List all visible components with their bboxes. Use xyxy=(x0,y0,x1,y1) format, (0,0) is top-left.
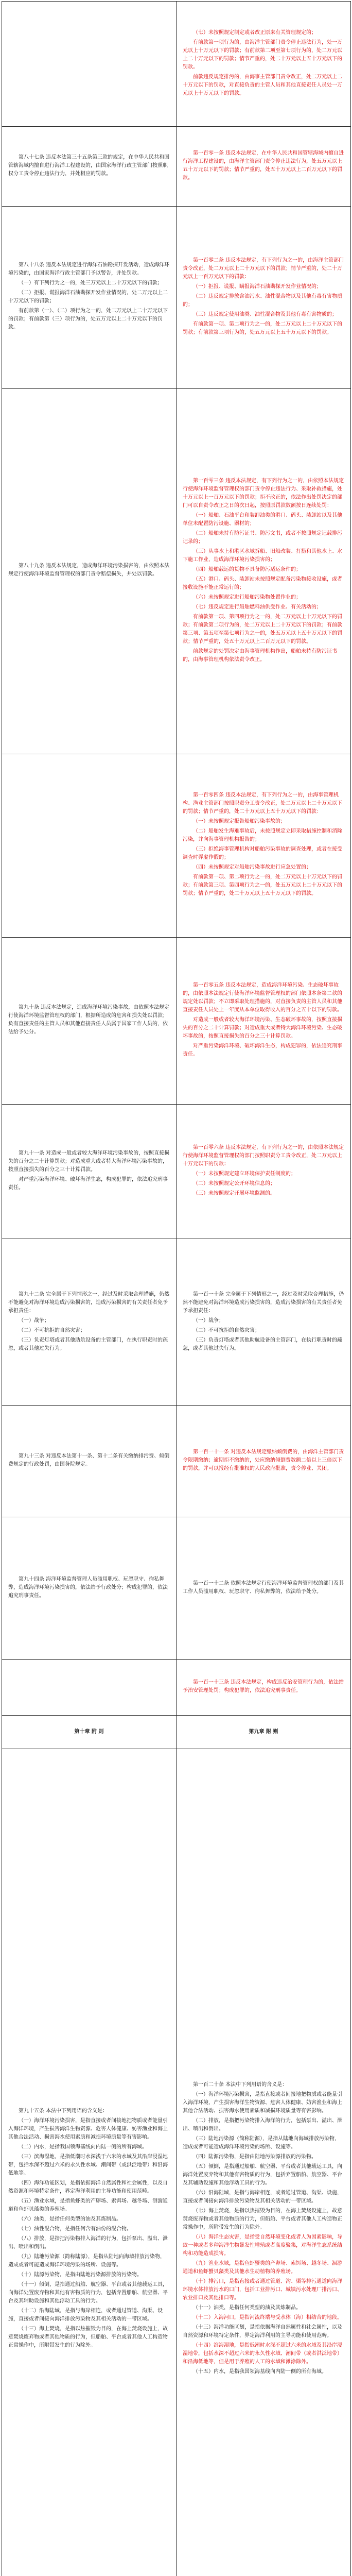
paragraph: （十）排污口，是指直接或者通过管道、沟、渠等排污通道向海洋环境水体排放污水的口门，包括工业排污口、城镇污水处理厂排污口、农业排口及其他排口等。 xyxy=(183,2278,342,2301)
old-version-cell xyxy=(2,754,177,937)
paragraph: （七）未按照规定制定或者改正原来有关管理规定的； xyxy=(193,29,316,36)
paragraph: 有前款第一项、第四项行为之一的，处二万元以上十万元以下的罚款；有前款第二项行为的，处二万元以上二十万元以下的罚款；有前款第三项、第五项至第七项行为之一的，处五万元以上五十万元以下的罚款；情节严重的，处五十万元以上二百万元以下的罚款。 xyxy=(183,614,342,645)
table-row xyxy=(2,389,351,754)
paragraph: （四）未按照规定对船舶污染事故进行应急处置的； xyxy=(193,865,311,871)
cell-content xyxy=(177,1443,350,1480)
new-version-cell xyxy=(177,1406,351,1517)
cell-content xyxy=(2,1570,176,1607)
cell-content xyxy=(177,1574,350,1603)
paragraph: 第九十一条 对造成一般或者较大海洋环境污染事故的，按照直接损失的百分之二十计算罚款；对造成重大或者特大海洋环境污染事故的，按照直接损失的百分之三十计算罚款。 xyxy=(8,1150,170,1173)
table-row xyxy=(2,1517,351,1659)
paragraph: （二）船舶未持有防污证书、防污文书，或者不按照规定记载排污记录的； xyxy=(183,530,342,545)
paragraph: （三）未按照规定开展环境监测的。 xyxy=(193,1191,275,1196)
paragraph: 第一百二十条 本法中下列用语的含义是： xyxy=(193,2081,288,2088)
paragraph: 对严重污染海洋环境、破坏海洋生态，构成犯罪的，依法追究刑事责任。 xyxy=(183,1043,342,1057)
cell-content xyxy=(2,1683,176,1693)
paragraph: （十三）海上焚烧，是指以热摧毁为目的，在海上焚烧设施上，故意焚烧废弃物或者其他物质的行为，但船舶、平台或者其他人工构造物正常操作中，所附带发生的行为除外。 xyxy=(8,2326,168,2348)
paragraph: （一）海洋环境污染损害，是指直接或者间接地把物质或者能量引入海洋环境，产生损害海洋生物资源、危害人体健康、妨害渔业和海上其他合法活动、损害海水使用素质和减损环境质量等有害影响。 xyxy=(183,2091,342,2114)
new-version-cell xyxy=(177,937,351,1104)
cell-content xyxy=(177,786,350,905)
paragraph: （十五）内水，是指我国领海基线向内陆一侧的所有海域。 xyxy=(193,2368,327,2375)
table-row xyxy=(2,2,351,127)
paragraph: 有前款第（一）、（二）项行为之一的，处二万元以上二十万元以下的罚款；有前款第（三）项行为的，处五万元以上二十万元以下的罚款。 xyxy=(8,308,168,331)
table-row xyxy=(2,1660,351,1716)
paragraph: （四）海洋功能区划，是指依据海洋自然属性和社会属性，以及自然资源和环境特定条件，界定海洋利用的主导功能和使用范畴。 xyxy=(8,2180,168,2194)
table-row xyxy=(2,206,351,388)
paragraph: （八）海洋生态灾害，是指受自然环境变化或者人为因素影响，导致一种或者多种海洋生物暴发性增殖或者高度聚集，对海洋生态系统结构和功能造成损害。 xyxy=(183,2234,342,2257)
cell-content xyxy=(177,251,350,344)
new-version-cell xyxy=(177,1517,351,1659)
paragraph: （二）违反规定排放含油污水、油性混合物以及其他有毒有害物质的； xyxy=(183,293,342,308)
chapter-heading: 第十章 附 则 xyxy=(74,1728,104,1735)
paragraph: （三）拒绝海事管理机构对船舶污染事故的调查处理，或者在接受调查时弄虚作假的； xyxy=(183,846,342,861)
paragraph: （一）战争； xyxy=(193,1317,224,1324)
paragraph: （三）从事水上和港区水域拆船、旧船改装、打捞和其他水上、水下施工作业，造成海洋环境污染损害的； xyxy=(183,548,342,563)
table-row xyxy=(2,1716,351,1749)
chapter-heading: 第九章 附 则 xyxy=(249,1728,278,1735)
cell-content xyxy=(2,1723,176,1741)
cell-content xyxy=(177,2076,350,2383)
paragraph: 第九十四条 海洋环境监督管理人员滥用职权、玩忽职守、徇私舞弊，造成海洋环境污染损害的，依法给予行政处分；构成犯罪的，依法追究刑事责任。 xyxy=(8,1576,168,1599)
paragraph: （一）海洋环境污染损害，是指直接或者间接地把物质或者能量引入海洋环境，产生损害海洋生物资源、危害人体健康、妨害渔业和海上其他合法活动、损害海水使用素质和减损环境质量等有害影响。 xyxy=(8,2117,168,2140)
paragraph: （二）未按照规定公开环境信息的； xyxy=(193,1181,275,1187)
old-version-cell xyxy=(2,937,177,1104)
paragraph: 第九十二条 完全属于下列情形之一，经过及时采取合理措施，仍然不能避免对海洋环境造成污染损害的，造成污染损害的有关责任者免予承担责任： xyxy=(8,1291,170,1314)
paragraph: 第一百一十三条 违反本法规定，构成违反治安管理行为的，依法给予治安管理处罚；构成犯罪的，依法追究刑事责任。 xyxy=(183,1680,344,1694)
cell-content xyxy=(2,1285,176,1360)
paragraph: 第九十三条 对违反本法第十一条、第十二条有关缴纳排污费、倾倒费规定的行政处罚，由国务院规定。 xyxy=(8,1453,170,1467)
cell-content xyxy=(177,976,350,1065)
paragraph: （八）排放，是指把污染物排入海洋的行为，包括泵出、溢出、泄出、喷出和倒出。 xyxy=(8,2235,168,2250)
new-version-cell xyxy=(177,206,351,388)
old-version-cell xyxy=(2,1517,177,1659)
cell-content xyxy=(177,1723,350,1741)
paragraph: （十）陆源污染物，是指由陆地污染源排放的污染物。 xyxy=(19,2272,142,2278)
paragraph: 第一百零五条 违反本法规定，造成海洋环境污染、生态破坏事故的，由依照本法规定行使海洋环境监督管理权的部门依照本条第二款的规定处以罚款；不立即采取处理措施的，对直接负责的主管人员和其他直接责任人员处上一年度从本单位取得收入的百分之五十以下的罚款。 xyxy=(183,982,342,1013)
new-version-cell xyxy=(177,1716,351,1749)
paragraph: 第一百零一条 违反本法规定，在中华人民共和国管辖海域内擅自进行海洋工程建设的，由海洋主管部门责令停止违法行为，处五万元以上五十万元以下的罚款；情节严重的，处五十万元以上二百万元以下的罚款。 xyxy=(183,150,344,181)
paragraph: （七）违反规定进行船舶燃料油供受作业、有关活动的； xyxy=(193,604,322,610)
cell-content xyxy=(177,1285,350,1360)
paragraph: （四）船舶载运的货物不具备防污适运条件的； xyxy=(193,566,301,572)
cell-content xyxy=(2,148,176,185)
paragraph: （五）渔业水域，是指鱼虾类的产卵场、索饵场、越冬场、洄游通道和鱼虾贝藻类的养殖场。 xyxy=(8,2198,168,2212)
paragraph: （十二）沿海陆域，是指与海岸相连，或者通过管道、沟渠、设施，直接或者间接向海洋排放污染物及其相关活动的一带区域。 xyxy=(8,2308,163,2322)
paragraph: 有前款第一项、第二项行为之一的，处二万元以上二十万元以下的罚款；有前款第三项行为的，处五万元以上五十万元以下的罚款。 xyxy=(183,321,342,335)
paragraph: 第一百零三条 违反本法规定，有下列行为之一的，由依照本法规定行使海洋环境监督管理权的部门责令停止违法行为、采取补救措施，处十万元以上一百万元以下的罚款；拒不改正的，依法作出处罚决定的部门可以自责令改正之日的次日起，按照原罚款数额按日连续处罚： xyxy=(183,478,344,509)
new-version-cell xyxy=(177,389,351,754)
new-version-cell xyxy=(177,754,351,937)
cell-content xyxy=(177,144,350,189)
new-version-cell xyxy=(177,127,351,206)
paragraph: （七）海上焚烧，是指以热摧毁为目的，在海上焚烧设施上，故意焚烧废弃物或者其他物质的行为，但船舶、平台或者其他人工构造物正常操作中，所附带发生的行为除外。 xyxy=(183,2208,342,2230)
cell-content xyxy=(2,2102,176,2357)
new-version-cell xyxy=(177,1239,351,1406)
table-row xyxy=(2,1406,351,1517)
paragraph: 对造成一般或者较大海洋环境污染、生态破坏事故的，按照直接损失的百分之二十计算罚款；对造成重大或者特大海洋环境污染、生态破坏事故的，按照直接损失的百分之三十计算罚款。 xyxy=(183,1016,342,1039)
paragraph: （十四）滨海湿地，是指低潮时水深不超过六米的水域及其沿岸浸湿地带，包括水深不超过六米的永久性水域、潮间带（或者洪泛地带）和沿海低地等，但是用于养殖的人工的水域和滩涂除外。 xyxy=(183,2342,342,2365)
paragraph: 第一百一十二条 依照本法规定行使海洋环境监督管理权的部门及其工作人员滥用职权、玩忽职守、徇私舞弊的，依法给予处分。 xyxy=(183,1580,344,1595)
paragraph: （一）有下列行为之一的，处三万元以上二十万元以下的罚款； xyxy=(19,280,163,286)
paragraph: （十一）油类，是指任何类型的油及其炼制品。 xyxy=(193,2304,301,2311)
old-version-cell xyxy=(2,1749,177,2576)
paragraph: 第八十七条 违反本法第三十五条第三款的规定，在中华人民共和国管辖海域内擅自进行海洋工程建设的，由国家海洋行政主管部门按照职权分工责令停止违法行为，并处相应的罚款。 xyxy=(8,154,170,177)
old-version-cell xyxy=(2,1660,177,1716)
paragraph: （一）船舶、石油平台和装卸油类的港口、码头、装卸站以及其他单位未配置防污设施、器材的； xyxy=(183,512,342,527)
paragraph: 有前款第一项、第二项行为之一的，处二万元以上十万元以下的罚款；有前款第三项、第四项行为之一的，处五万元以上二十万元以下的罚款；情节严重的，处二十万元以上五十万元以下的罚款。 xyxy=(183,874,342,897)
table-body xyxy=(2,2,351,2576)
paragraph: 第八十八条 违反本法规定进行海洋石油勘探开发活动，造成海洋环境污染的，由国家海洋行政主管部门予以警告，并处罚款。 xyxy=(8,262,170,277)
cell-content xyxy=(177,1139,350,1205)
paragraph: （一）拒报、谎报、瞒报海洋石油勘探开发作业情况的； xyxy=(193,283,322,290)
table-row xyxy=(2,754,351,937)
paragraph: （二）不可抗拒的自然灾害； xyxy=(19,1327,85,1333)
paragraph: （六）油类，是指任何类型的油及其炼制品。 xyxy=(19,2216,121,2222)
old-version-cell xyxy=(2,1406,177,1517)
paragraph: （十二）入海河口，是指河流终端与受水体（海）相结合的地段。 xyxy=(193,2314,342,2320)
table-row xyxy=(2,127,351,206)
paragraph: （五）港口、码头、装卸站未按照规定配备污染物接收设施，或者接收设施不能正常运行的； xyxy=(183,576,342,590)
paragraph: （七）油性混合物，是指任何含有油份的混合物。 xyxy=(19,2226,132,2232)
paragraph: （十一）倾倒，是指通过船舶、航空器、平台或者其他载运工具，向海洋处置废弃物和其他有害物质的行为，包括弃置船舶、航空器、平台及其辅助设施和其他浮动工具的行为。 xyxy=(8,2281,168,2304)
cell-content xyxy=(177,1673,350,1702)
new-version-cell xyxy=(177,1749,351,2576)
new-version-cell xyxy=(177,1660,351,1716)
law-comparison-table xyxy=(2,1,351,2576)
paragraph: 对严重污染海洋环境、破坏海洋生态，构成犯罪的，依法追究刑事责任。 xyxy=(8,1177,168,1191)
paragraph: 第一百一十一条 对违反本法规定缴纳倾倒费的，由海洋主管部门责令限期缴纳；逾期拒不缴纳的，处应缴纳倾倒费数额二倍以上三倍以下的罚款，并可以报经有批准权的人民政府批准，责令停业、关闭。 xyxy=(183,1449,344,1471)
paragraph: 前款违反规定排污的，由海事主管部门责令改正，处二万元以上二十万元以下的罚款，对直接负责的主管人员和其他直接责任人员处一万元以上十万元以下的罚款。 xyxy=(183,74,342,96)
cell-content xyxy=(177,24,350,105)
new-version-cell xyxy=(177,2,351,127)
paragraph: （六）未按照规定进行船舶污染物处置作业的； xyxy=(193,594,301,600)
table-row xyxy=(2,1749,351,2576)
cell-content xyxy=(2,256,176,338)
paragraph: （二）船舶发生海难事故后，未按照规定立即采取措施控制和消除污染，并向海事管理机构报告的； xyxy=(183,828,342,843)
old-version-cell xyxy=(2,1239,177,1406)
old-version-cell xyxy=(2,206,177,388)
paragraph: （三）滨海湿地，是指低潮时水深浅于六米的水域及其沿岸浸湿地带，包括水深不超过六米的永久性水域、潮间带（或洪泛地带）和沿海低地等。 xyxy=(8,2154,168,2176)
paragraph: （十三）海洋功能区划，是指依据海洋自然属性和社会属性，以及自然资源和环境特定条件，界定海洋利用的主导功能和使用范畴。 xyxy=(183,2324,342,2338)
old-version-cell xyxy=(2,1716,177,1749)
table-row xyxy=(2,1239,351,1406)
cell-content xyxy=(2,59,176,69)
paragraph: 第九十条 违反本法规定，造成海洋环境污染事故，由依照本法规定行使海洋环境监督管理权的部门，根据所造成的危害和损失处以罚款；负有直接责任的主管人员和其他直接责任人员属于国家工作人员的，依法给予处分。 xyxy=(8,1004,170,1035)
paragraph: 第八十九条 违反本法规定，造成海洋环境污染损害的，由依照本法规定行使海洋环境监督管理权的部门责令赔偿损失，并处以罚款。 xyxy=(8,563,170,578)
old-version-cell xyxy=(2,127,177,206)
paragraph: （三）违反规定使用油类、油性混合物及其他有毒有害物质的； xyxy=(193,311,337,317)
cell-content xyxy=(2,840,176,851)
old-version-cell xyxy=(2,1104,177,1239)
paragraph: （九）渔业水域，是指鱼虾蟹类的产卵场、索饵场、越冬场、洄游通道和鱼虾蟹贝藻类及其他水生动植物的养殖场。 xyxy=(183,2260,342,2275)
old-version-cell xyxy=(2,389,177,754)
paragraph: 第一百零六条 违反本法规定，有下列行为之一的，由依照本法规定行使海洋环境监督管理权的部门按照职责分工责令改正，处二万元以上十万元以下的罚款： xyxy=(183,1145,344,1167)
paragraph: （二）拒报、谎报海洋石油勘探开发作业情况的，处二万元以上二十万元以下的罚款； xyxy=(8,290,168,304)
paragraph: （一）未按照规定建立环境保护责任制度的； xyxy=(193,1171,296,1177)
paragraph: （二）排放，是指把污染物排入海洋的行为，包括泵出、溢出、泄出、喷出和倒出。 xyxy=(183,2117,342,2132)
paragraph: （六）沿海陆域，是指与海岸相连，或者通过管道、沟渠、设施，直接或者间接向海洋排放污染物及其相关活动的一带区域。 xyxy=(183,2190,342,2204)
paragraph: （二）内水，是指我国领海基线向内陆一侧的所有海域。 xyxy=(19,2144,147,2150)
old-version-cell xyxy=(2,2,177,127)
cell-content xyxy=(177,472,350,671)
paragraph: （一）战争； xyxy=(19,1317,49,1324)
paragraph: （三）负责灯塔或者其他助航设备的主管部门，在执行职责时的疏忽，或者其他过失行为。 xyxy=(8,1337,168,1351)
paragraph: （四）陆源污染物，是指由陆地污染源排放的污染物。 xyxy=(193,2154,316,2160)
table-row xyxy=(2,937,351,1104)
paragraph: （二）不可抗拒的自然灾害； xyxy=(193,1327,260,1333)
paragraph: 前款规定的处罚决定由海事管理机构作出，船舶未持有防污证书的，由海事管理机构依法责令改正。 xyxy=(183,648,337,663)
cell-content xyxy=(2,998,176,1043)
paragraph: （三）负责灯塔或者其他助航设备的主管部门，在执行职责时的疏忽，或者其他过失行为。 xyxy=(183,1337,342,1351)
cell-content xyxy=(2,1447,176,1476)
paragraph: 第一百零二条 违反本法规定，有下列行为之一的，由海洋主管部门责令改正，处二万元以上二十万元以下的罚款；情节严重的，处二十万元以上一百万元以下的罚款： xyxy=(183,257,344,280)
paragraph: 有前款第一项行为的，由海洋主管部门责令停止违法行为，处一万元以上十万元以下的罚款；有前款第二项至第七项行为的，处二万元以上二十万元以下的罚款；情节严重的，处二十万元以上五十万元以下的罚款。 xyxy=(183,39,342,70)
table-row xyxy=(2,1104,351,1239)
paragraph: 第一百零四条 违反本法规定，有下列行为之一的，由海事管理机构、渔业主管部门按照职责分工责令改正，处二万元以上二十万元以下的罚款；情节严重的，处二十万元以上五十万元以下的罚款： xyxy=(183,792,342,815)
new-version-cell xyxy=(177,1104,351,1239)
cell-content xyxy=(2,1144,176,1199)
paragraph: 第九十五条 本法中下列用语的含义是： xyxy=(19,2108,108,2114)
paragraph: 第一百一十条 完全属于下列情形之一，经过及时采取合理措施，仍然不能避免对海洋环境造成污染损害的，造成污染损害的有关责任者免予承担责任： xyxy=(183,1291,344,1314)
paragraph: （三）陆地污染源（简称陆源），是指从陆地向海域排放污染物，造成或者可能造成海洋环境污染的场所、设施等。 xyxy=(183,2136,340,2150)
paragraph: （五）倾倒，是指通过船舶、航空器、平台或者其他载运工具，向海洋处置废弃物和其他有害物质的行为，包括弃置船舶、航空器、平台及其辅助设施和其他浮动工具的行为。 xyxy=(183,2163,342,2186)
cell-content xyxy=(2,557,176,585)
paragraph: （九）陆地污染源（简称陆源），是指从陆地向海域排放污染物，造成或者可能造成海洋环境污染的场所、设施等。 xyxy=(8,2253,165,2268)
paragraph: （一）未按照规定报告船舶污染事故的； xyxy=(193,819,286,825)
